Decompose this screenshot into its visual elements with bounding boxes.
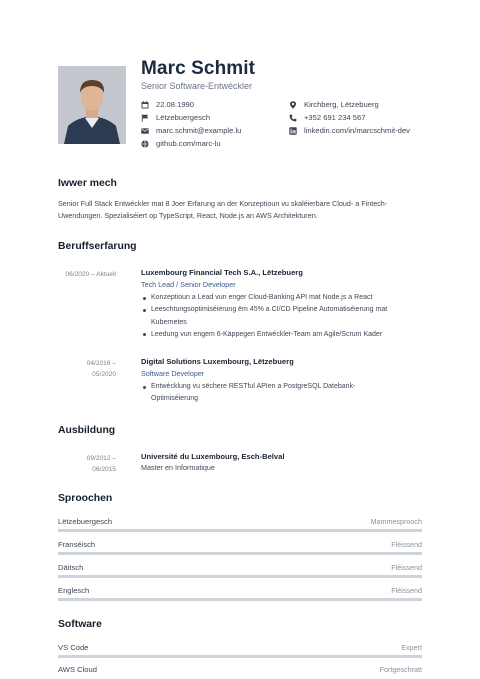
school-name: Université du Luxembourg, Esch-Belval: [141, 452, 285, 461]
achievement-item: Entwécklung vu sëchere RESTful APIen a PostgreSQL Datebank-Optimiséierung: [141, 381, 401, 406]
language-name: Englesch: [58, 586, 90, 595]
software-bar: [58, 655, 422, 658]
software-level: Fortgeschratt: [379, 665, 422, 674]
language-bar-fill: [58, 598, 422, 601]
phone-icon: [289, 114, 297, 122]
contact-linkedin[interactable]: [289, 126, 410, 135]
contact-phone: [289, 113, 365, 122]
language-name: Däitsch: [58, 563, 84, 572]
language-bar-fill: [58, 552, 422, 555]
profile-photo: [58, 66, 126, 144]
education-heading: Ausbildung: [58, 425, 116, 436]
about-text: Senior Full Stack Entwéckler mat 8 Joer Erfarung an der Konzeptioun vu skaléierbare Cloud- a Fintech-Uwendungen. Spezialiséiert op TypeScript, React, Node.js an AWS Architekturen.: [58, 199, 388, 221]
software-heading: Software: [58, 619, 102, 630]
location-text: Kirchberg, Lëtzebuerg: [304, 100, 379, 109]
language-level: Fléissend: [391, 586, 422, 595]
software-bar-fill: [58, 655, 422, 658]
software-name: AWS Cloud: [58, 665, 97, 674]
mail-icon: [141, 127, 149, 135]
language-bar: [58, 575, 422, 578]
language-bar-fill: [58, 575, 422, 578]
language-row: [58, 517, 422, 531]
person-title: Senior Software-Entwéckler: [141, 81, 253, 91]
experience-body: [141, 267, 422, 341]
email-text[interactable]: marc.schmit@example.lu: [156, 126, 242, 135]
date-line: 05/2020: [92, 371, 116, 378]
phone-text: +352 691 234 567: [304, 113, 366, 122]
birthdate-text: 22.08.1990: [156, 100, 195, 109]
achievement-item: Leeschtungsoptimiséierung ëm 45% a CI/CD Pipeline Automatiséierung mat Kubernetes: [141, 304, 422, 329]
date-line: 09/2012 –: [86, 455, 116, 462]
company-name: Digital Solutions Luxembourg, Lëtzebuerg: [141, 357, 294, 366]
education-body: [141, 451, 422, 473]
language-row: [58, 586, 422, 600]
language-row: [58, 563, 422, 577]
experience-date: [58, 358, 116, 380]
language-level: Fléissend: [391, 563, 422, 572]
contact-github[interactable]: [141, 139, 221, 148]
software-row: [58, 643, 422, 657]
language-name: Lëtzebuergesch: [58, 517, 113, 526]
contact-nationality: [141, 113, 210, 122]
degree-name: Master en Informatique: [141, 463, 215, 472]
achievement-item: Leedung vun engem 6-Käppegen Entwéckler-Team am Agile/Scrum Kader: [141, 329, 422, 341]
software-name: VS Code: [58, 643, 89, 652]
language-bar: [58, 598, 422, 601]
linkedin-icon: [289, 127, 297, 135]
language-bar: [58, 529, 422, 532]
languages-heading: Sproochen: [58, 493, 113, 504]
about-heading: Iwwer mech: [58, 178, 117, 189]
cv-header: [58, 58, 422, 148]
nationality-text: Lëtzebuergesch: [156, 113, 211, 122]
github-text[interactable]: github.com/marc-lu: [156, 139, 221, 148]
contact-location: [289, 100, 379, 109]
contact-info: [141, 100, 431, 152]
date-line: 06/2015: [92, 466, 116, 473]
achievement-list: [141, 381, 401, 406]
calendar-icon: [141, 101, 149, 109]
achievement-item: Konzeptioun a Lead vun enger Cloud-Banking API mat Node.js a React: [141, 292, 422, 304]
experience-date: [58, 269, 116, 280]
language-level: Fléissend: [391, 540, 422, 549]
experience-heading: Beruffserfarung: [58, 241, 137, 252]
language-bar-fill: [58, 529, 422, 532]
linkedin-text[interactable]: linkedin.com/in/marcschmit-dev: [304, 126, 410, 135]
contact-email[interactable]: [141, 126, 241, 135]
contact-birthdate: [141, 100, 194, 109]
language-name: Franséisch: [58, 540, 96, 549]
job-role: Tech Lead / Senior Developer: [141, 280, 236, 289]
location-icon: [289, 101, 297, 109]
software-level: Expert: [401, 643, 422, 652]
experience-body: [141, 356, 422, 406]
software-row: [58, 665, 422, 679]
job-role: Software Developer: [141, 369, 205, 378]
date-line: 06/2020 – Aktuell: [65, 271, 116, 278]
language-level: Mammesprooch: [370, 517, 422, 526]
company-name: Luxembourg Financial Tech S.A., Lëtzebuerg: [141, 268, 303, 277]
language-row: [58, 540, 422, 554]
language-bar: [58, 552, 422, 555]
education-date: [58, 453, 116, 475]
achievement-list: [141, 292, 422, 341]
github-icon: [141, 140, 149, 148]
person-name: Marc Schmit: [141, 58, 256, 79]
date-line: 04/2016 –: [86, 360, 116, 367]
flag-icon: [141, 114, 149, 122]
